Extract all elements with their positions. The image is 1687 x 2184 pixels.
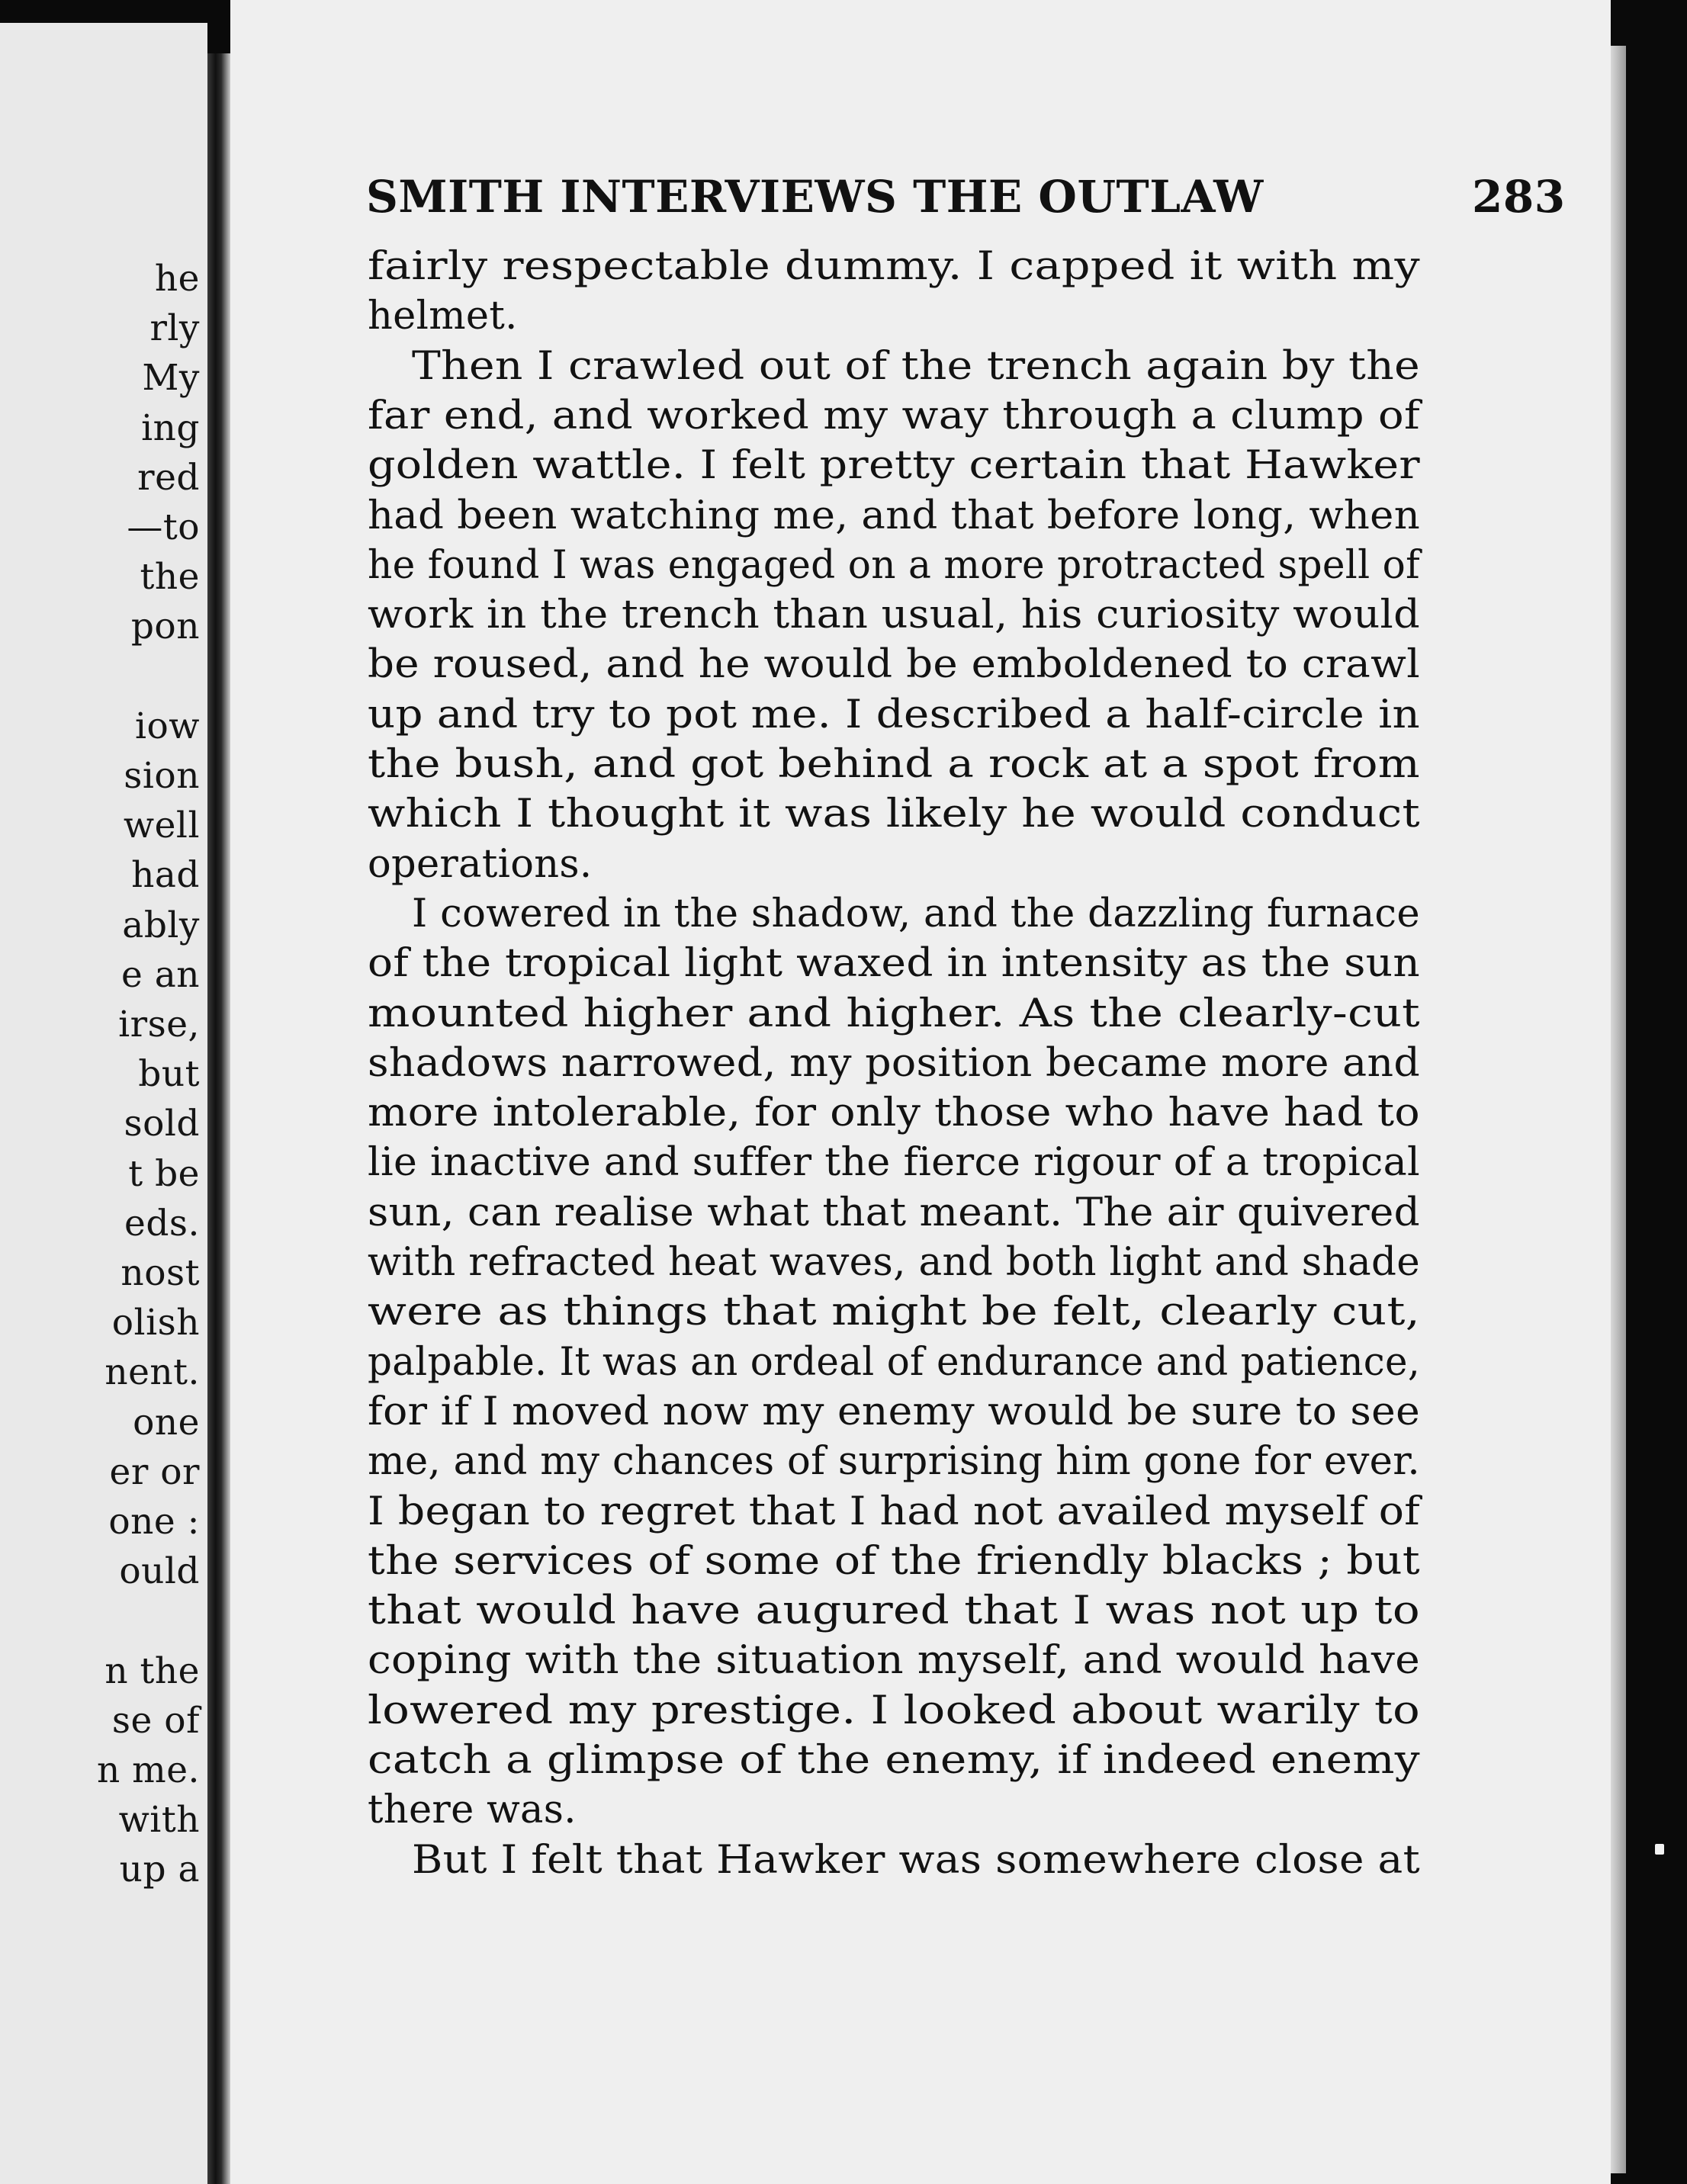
body-line: the services of some of the friendly blacks ; but [368,1538,1420,1584]
body-line: coping with the situation myself, and would have [368,1638,1420,1684]
left-page-line: rly [149,307,200,350]
left-page-line: sold [124,1103,200,1145]
running-head [366,171,1647,223]
body-line: helmet. [368,294,518,339]
body-line: mounted higher and higher. As the clearly-cut [368,991,1420,1036]
left-page-line: nent. [104,1351,200,1394]
left-page-line: iow [134,705,200,747]
body-line: which I thought it was likely he would conduct [368,792,1420,837]
body-line: But I felt that Hawker was somewhere close at [412,1837,1420,1883]
left-page-line: red [137,456,200,499]
body-line: lie inactive and suffer the fierce rigour of a tropical [368,1140,1421,1186]
body-line: up and try to pot me. I described a half-circle in [368,692,1420,737]
left-page-line: pon [130,605,200,648]
page-number: 283 [1472,171,1566,223]
page-edge [1611,46,1626,2173]
body-line: had been watching me, and that before long, when [368,493,1420,538]
body-line: I cowered in the shadow, and the dazzling furnace [412,891,1421,936]
body-line: catch a glimpse of the enemy, if indeed enemy [368,1738,1420,1783]
body-line: that would have augured that I was not up to [368,1588,1421,1634]
body-line: lowered my prestige. I looked about warily to [368,1688,1420,1733]
body-line: I began to regret that I had not availed myself of [368,1489,1421,1534]
left-page-line: n me. [96,1749,200,1791]
body-line: sun, can realise what that meant. The air quivered [368,1190,1420,1235]
left-page-line: well [123,805,200,847]
body-line: work in the trench than usual, his curiosity would [368,593,1420,638]
body-line: of the tropical light waxed in intensity as the sun [368,941,1420,987]
left-page-line: olish [111,1302,200,1344]
left-page-line: My [142,357,200,400]
left-page-line: er or [109,1450,200,1493]
book-gutter [207,53,230,2184]
left-page-line: the [140,556,200,599]
body-line: for if I moved now my enemy would be sure to see [368,1389,1420,1434]
left-page-line: up a [119,1848,200,1891]
left-page-line: ing [141,406,200,449]
left-page-line: he [154,258,200,300]
left-page-line: e an [120,953,200,996]
right-page [230,0,1611,2184]
body-line: me, and my chances of surprising him gone for ever. [368,1439,1420,1485]
left-page-line: ould [119,1550,200,1593]
body-line: there was. [368,1787,577,1833]
left-page-line: eds. [124,1202,200,1245]
left-page-line: —to [127,506,200,548]
left-page-line: one : [108,1501,200,1543]
left-page-line: t be [128,1152,200,1195]
body-line: golden wattle. I felt pretty certain that Hawker [368,443,1420,489]
left-page-line: with [118,1799,200,1842]
left-page-line: se of [111,1699,200,1742]
body-line: he found I was engaged on a more protracted spell of [368,542,1420,588]
body-line: shadows narrowed, my position became more and [368,1040,1420,1086]
body-line: more intolerable, for only those who have had to [368,1090,1420,1136]
left-page-line: nost [120,1252,200,1294]
dust-speck [1655,1844,1664,1855]
left-page-line: sion [124,755,200,797]
body-line: Then I crawled out of the trench again by the [412,343,1420,389]
body-line: the bush, and got behind a rock at a spot from [368,742,1420,787]
body-line: be roused, and he would be emboldened to crawl [368,642,1420,688]
left-page-line: had [131,854,200,897]
left-page-line: irse, [118,1004,200,1045]
body-line: were as things that might be felt, clearly cut, [368,1290,1420,1335]
body-line: operations. [368,841,593,887]
body-line: palpable. It was an ordeal of endurance and patience, [368,1339,1420,1385]
left-page-line: n the [104,1649,200,1692]
left-page-line: one [133,1401,200,1444]
body-line: with refracted heat waves, and both light and shade [368,1240,1420,1285]
body-line: far end, and worked my way through a clump of [368,393,1420,438]
left-page-line: ably [122,904,200,946]
chapter-title: SMITH INTERVIEWS THE OUTLAW [366,171,1264,223]
left-page-fragment [0,23,207,2184]
body-line: fairly respectable dummy. I capped it with my [368,244,1420,289]
left-page-line: but [138,1053,200,1096]
